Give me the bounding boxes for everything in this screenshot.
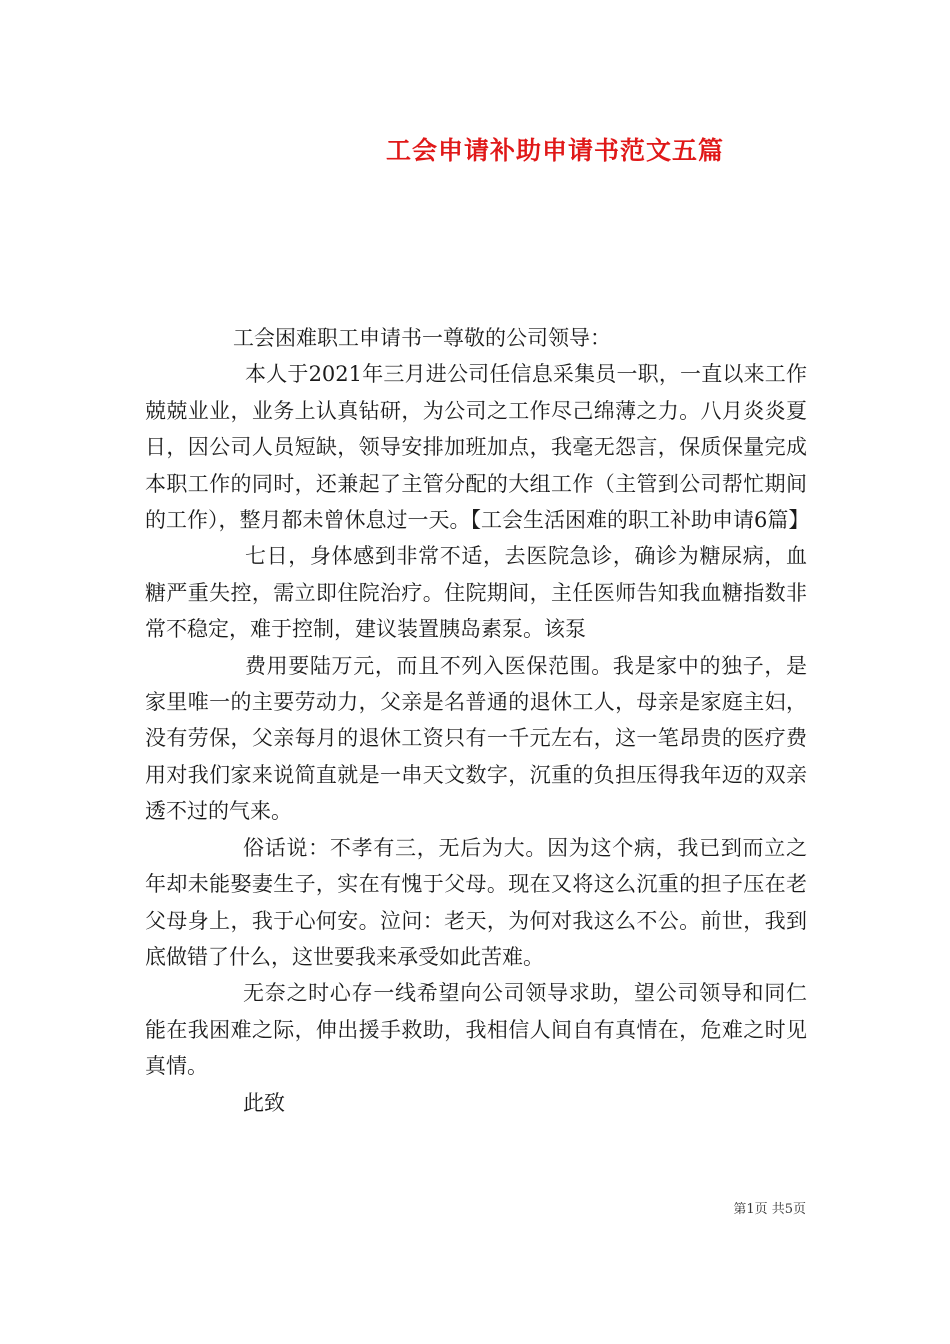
paragraph-3: 费用要陆万元，而且不列入医保范围。我是家中的独子，是家里唯一的主要劳动力，父亲是名普通的退休工人，母亲是家庭主妇，没有劳保，父亲每月的退休工资只有一千元左右，这一笔昂贵的医疗费用对我们家来说简直就是一串天文数字，沉重的负担压得我年迈的双亲透不过的气来。 bbox=[145, 653, 807, 824]
document-title: 工会申请补助申请书范文五篇 bbox=[385, 136, 724, 165]
paragraph-2: 七日，身体感到非常不适，去医院急诊，确诊为糖尿病，血糖严重失控，需立即住院治疗。住院期间，主任医师告知我血糖指数非常不稳定，难于控制，建议装置胰岛素泵。该泵 bbox=[145, 544, 807, 642]
paragraph-closing: 此致 bbox=[243, 1090, 285, 1115]
paragraph-salutation: 工会困难职工申请书一尊敬的公司领导： bbox=[233, 326, 611, 350]
paragraph-1: 本人于2021年三月进公司任信息采集员一职，一直以来工作兢兢业业，业务上认真钻研，为公司之工作尽己绵薄之力。八月炎炎夏日，因公司人员短缺，领导安排加班加点，我毫无怨言，保质保量完成本职工作的同时，还兼起了主管分配的大组工作（主管到公司帮忙期间的工作），整月都未曾休息过一天。【工会生活困难的职工补助申请6篇】 bbox=[145, 362, 810, 533]
paragraph-5: 无奈之时心存一线希望向公司领导求助，望公司领导和同仁能在我困难之际，伸出援手救助，我相信人间自有真情在，危难之时见真情。 bbox=[145, 981, 807, 1079]
page-number: 第1页 共5页 bbox=[733, 1202, 806, 1217]
document-body bbox=[145, 320, 810, 1121]
paragraph-4: 俗话说：不孝有三，无后为大。因为这个病，我已到而立之年却未能娶妻生子，实在有愧于父母。现在又将这么沉重的担子压在老父母身上，我于心何安。泣问：老天，为何对我这么不公。前世，我到底做错了什么，这世要我来承受如此苦难。 bbox=[145, 835, 807, 969]
